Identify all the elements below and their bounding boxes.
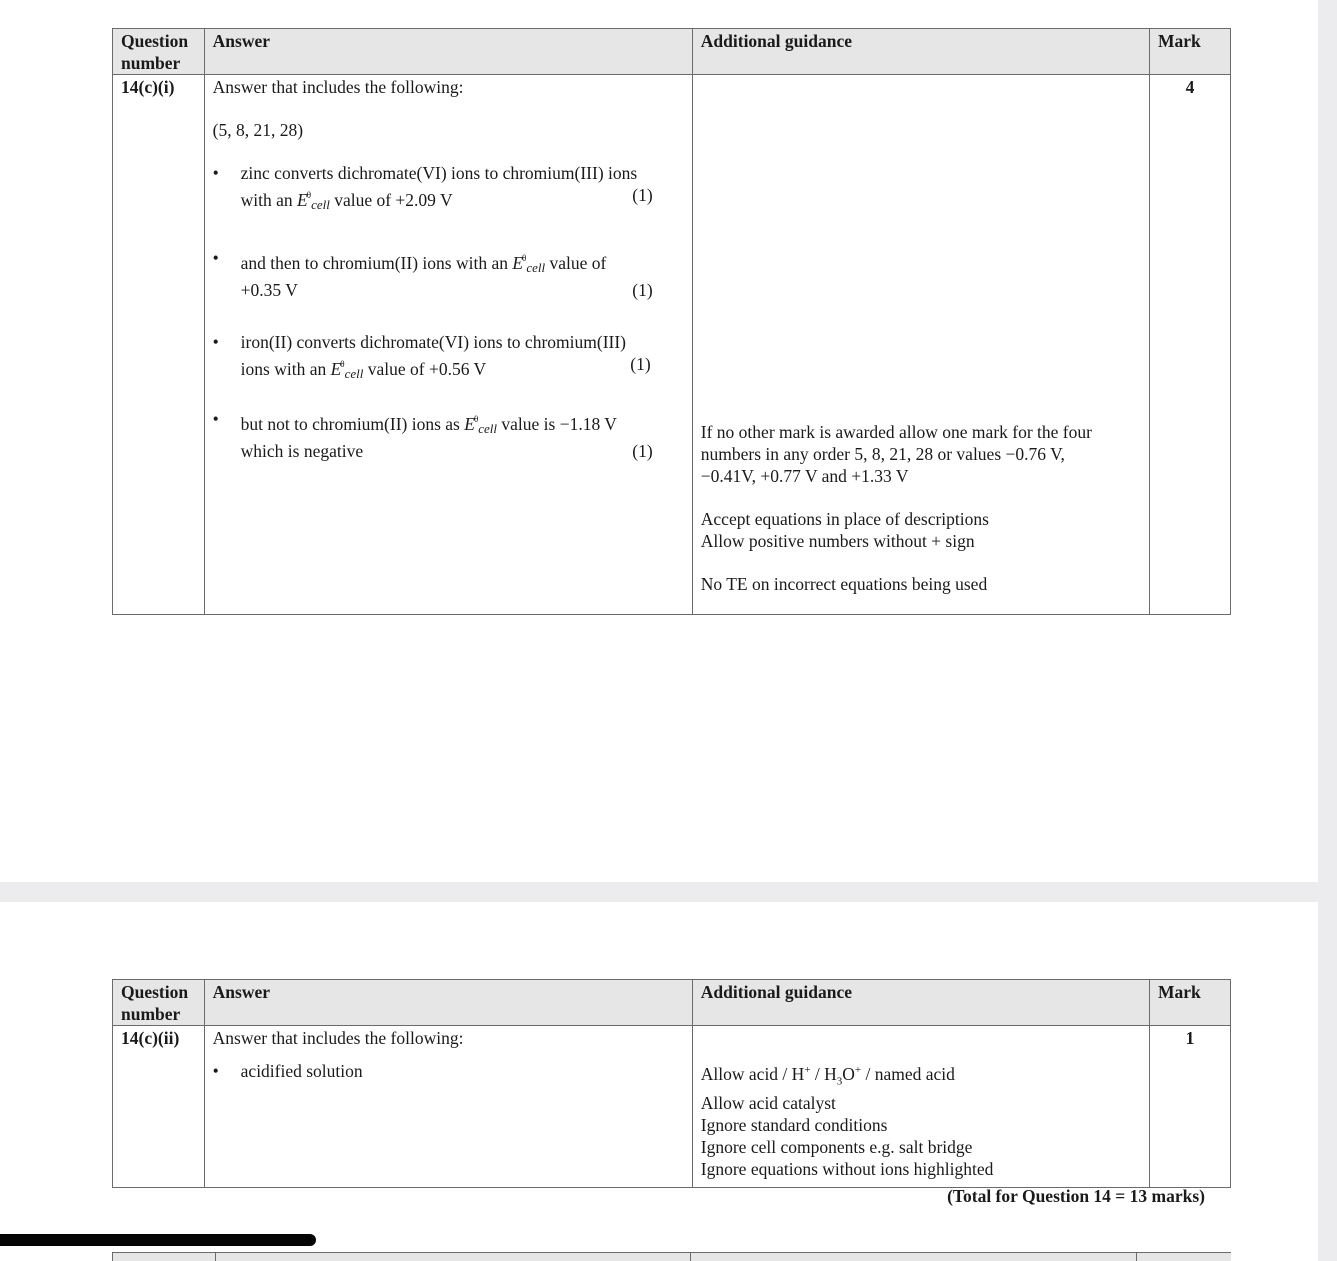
bullet-4-mark: (1) bbox=[632, 441, 653, 461]
bullet-2-text-c: +0.35 V bbox=[240, 280, 298, 300]
bullet-2-line-2 bbox=[241, 279, 653, 301]
guidance-acid-line: Allow acid / $H^+ / H_3O^+$ / named acid bbox=[700, 1063, 955, 1088]
next-table-header-partial bbox=[112, 1252, 1231, 1261]
header-guidance: Additional guidance bbox=[692, 980, 1149, 1026]
header-answer: Answer bbox=[204, 29, 692, 75]
bullet-4 bbox=[213, 408, 684, 462]
ecell-symbol: $E^\theta_{cell}$ bbox=[464, 414, 498, 436]
guidance-line: Allow positive numbers without + sign bbox=[700, 531, 975, 551]
answer-row bbox=[113, 75, 1231, 615]
guidance-line: Ignore standard conditions bbox=[700, 1115, 888, 1136]
bullet-3 bbox=[213, 331, 684, 385]
header-guidance: Additional guidance bbox=[692, 29, 1149, 75]
ecell-symbol: $E^\theta_{cell}$ bbox=[330, 359, 364, 381]
header-row bbox=[113, 980, 1231, 1026]
bullet-1 bbox=[213, 162, 684, 216]
guidance-cell bbox=[692, 1026, 1149, 1188]
question-number: 14(c)(i) bbox=[113, 75, 205, 615]
header-row bbox=[113, 29, 1231, 75]
bullet-1-line-2 bbox=[241, 184, 653, 216]
answer-bullets bbox=[213, 1060, 684, 1082]
bullet-4-text-c: which is negative bbox=[240, 441, 364, 461]
guidance-line: −0.41V, +0.77 V and +1.33 V bbox=[700, 466, 909, 486]
guidance-line: Ignore equations without ions highlighted bbox=[700, 1159, 994, 1180]
ecell-symbol: $E^\theta_{cell}$ bbox=[297, 190, 330, 212]
bullet-2-line-1 bbox=[241, 247, 684, 279]
guidance-para-2 bbox=[701, 508, 1141, 552]
guidance-line: Allow acid catalyst bbox=[700, 1093, 836, 1114]
ecell-symbol: $E^\theta_{cell}$ bbox=[512, 253, 546, 275]
bullet-1: • acidified solution bbox=[213, 1060, 684, 1082]
answer-intro: Answer that includes the following: bbox=[212, 1028, 464, 1048]
bullet-4-line-1 bbox=[241, 408, 684, 440]
guidance-line: Accept equations in place of descriptions bbox=[700, 509, 989, 529]
bullet-3-line-1: • iron(II) converts dichromate(VI) ions to chromium(III) bbox=[240, 332, 627, 352]
bullet-3-mark: (1) bbox=[630, 354, 651, 374]
bullet-2-text-a: and then to chromium(II) ions with an bbox=[240, 253, 513, 273]
answer-numbers: (5, 8, 21, 28) bbox=[212, 120, 304, 140]
header-mark: Mark bbox=[1149, 980, 1230, 1026]
answer-cell bbox=[204, 75, 692, 615]
bullet-3-line-2 bbox=[241, 353, 651, 385]
header-question: Question number bbox=[113, 29, 205, 75]
guidance-para-1 bbox=[701, 421, 1141, 487]
bullet-2-mark: (1) bbox=[632, 280, 653, 300]
bullet-4-line-2 bbox=[241, 440, 653, 462]
bullet-1-text-b: value of +2.09 V bbox=[329, 190, 453, 210]
question-total: (Total for Question 14 = 13 marks) bbox=[947, 1186, 1205, 1206]
answer-cell bbox=[204, 1026, 692, 1188]
bullet-1-line-1: • zinc converts dichromate(VI) ions to chromium(III) ions bbox=[240, 163, 638, 183]
horizontal-scrollbar[interactable] bbox=[0, 1234, 316, 1246]
mark-scheme-table-14cii bbox=[112, 979, 1231, 1188]
guidance-line: Ignore cell components e.g. salt bridge bbox=[700, 1137, 973, 1158]
answer-bullets bbox=[213, 162, 684, 462]
mark-value: 1 bbox=[1149, 1026, 1230, 1188]
guidance-line: If no other mark is awarded allow one mark for the four bbox=[700, 422, 1092, 442]
mark-scheme-table-14ci bbox=[112, 28, 1231, 615]
guidance-cell bbox=[692, 75, 1149, 615]
bullet-1-text-a: with an bbox=[240, 190, 298, 210]
bullet-2 bbox=[213, 247, 684, 301]
answer-intro: Answer that includes the following: bbox=[212, 77, 464, 97]
mark-value: 4 bbox=[1149, 75, 1230, 615]
question-number: 14(c)(ii) bbox=[113, 1026, 205, 1188]
answer-row bbox=[113, 1026, 1231, 1188]
guidance-para-3: No TE on incorrect equations being used bbox=[700, 574, 988, 594]
bullet-3-text-a: ions with an bbox=[240, 359, 331, 379]
bullet-2-text-b: value of bbox=[545, 253, 607, 273]
guidance-line: numbers in any order 5, 8, 21, 28 or values −0.76 V, bbox=[700, 444, 1065, 464]
header-mark: Mark bbox=[1149, 29, 1230, 75]
bullet-1-mark: (1) bbox=[632, 185, 653, 205]
header-answer: Answer bbox=[204, 980, 692, 1026]
bullet-3-text-b: value of +0.56 V bbox=[363, 359, 487, 379]
bullet-4-text-b: value is −1.18 V bbox=[497, 414, 617, 434]
bullet-4-text-a: but not to chromium(II) ions as bbox=[240, 414, 465, 434]
header-question: Question number bbox=[113, 980, 205, 1026]
